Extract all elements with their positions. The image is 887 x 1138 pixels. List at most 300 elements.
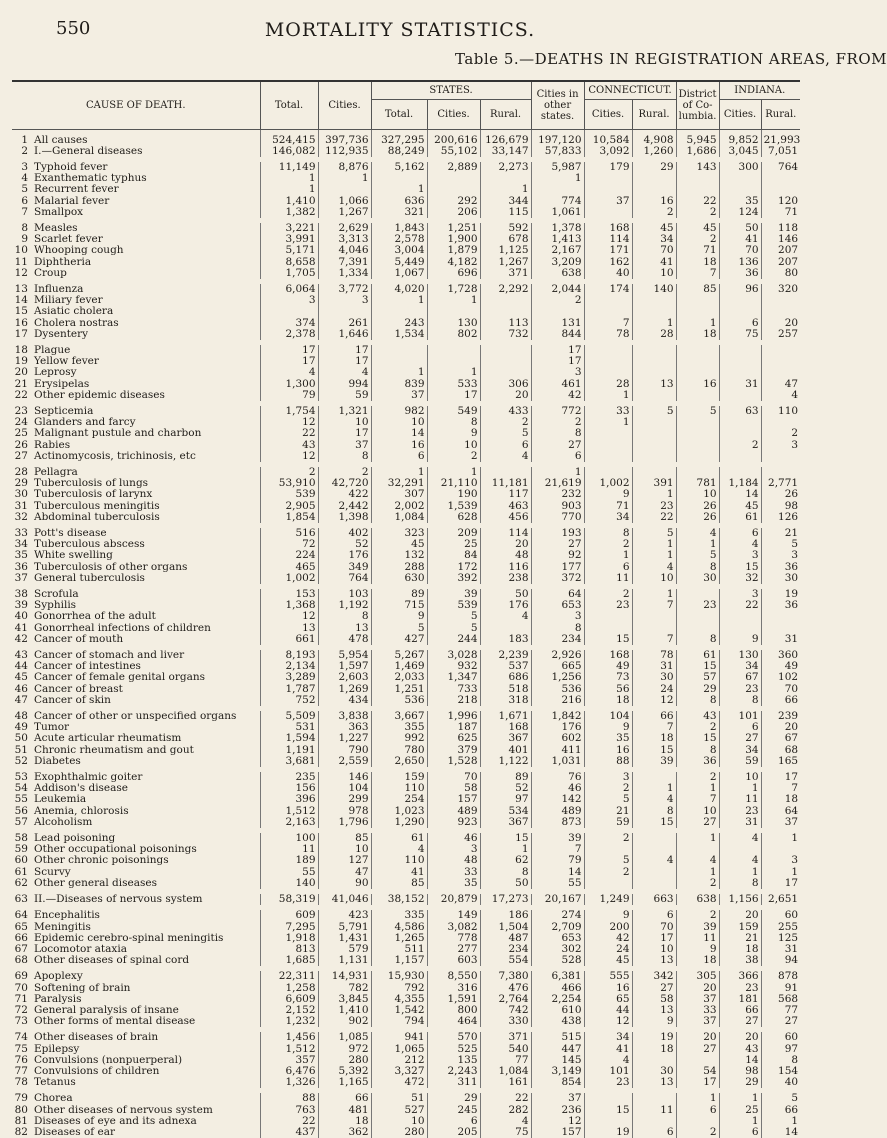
death-count: 20 bbox=[676, 983, 719, 994]
death-count: 61 bbox=[371, 833, 427, 844]
death-count: 6 bbox=[719, 1127, 761, 1138]
death-count: 790 bbox=[318, 745, 371, 756]
death-count: 42 bbox=[584, 933, 632, 944]
running-title: MORTALITY STATISTICS. bbox=[264, 19, 536, 41]
death-count: 1,122 bbox=[480, 756, 531, 767]
death-count: 51 bbox=[371, 1093, 427, 1104]
row-number: 8 bbox=[21, 221, 28, 234]
death-count: 1,410 bbox=[260, 196, 318, 207]
death-count: 100 bbox=[260, 833, 318, 844]
death-count: 27 bbox=[719, 733, 761, 744]
cause-of-death: Cancer of female genital organs bbox=[34, 671, 205, 684]
cause-of-death: Gonorrhea of the adult bbox=[34, 610, 156, 623]
table-row bbox=[12, 207, 800, 218]
row-number: 24 bbox=[14, 416, 28, 429]
death-count: 85 bbox=[318, 833, 371, 844]
table-row bbox=[12, 634, 800, 645]
death-count: 5 bbox=[761, 1093, 800, 1104]
death-count: 89 bbox=[480, 772, 531, 783]
death-count: 71 bbox=[676, 245, 719, 256]
death-count: 5,791 bbox=[318, 922, 371, 933]
death-count: 7 bbox=[676, 268, 719, 279]
row-number: 44 bbox=[14, 660, 28, 673]
death-count: 96 bbox=[719, 284, 761, 295]
death-count: 6,381 bbox=[531, 971, 584, 982]
cause-of-death: Asiatic cholera bbox=[34, 305, 114, 318]
cause-of-death: Paralysis bbox=[34, 992, 82, 1005]
death-count: 653 bbox=[531, 600, 584, 611]
death-count: 1,157 bbox=[371, 955, 427, 966]
cause-of-death: Apoplexy bbox=[34, 970, 83, 983]
death-count: 24 bbox=[632, 684, 676, 695]
row-number: 41 bbox=[14, 621, 28, 634]
death-count: 1,378 bbox=[531, 223, 584, 234]
death-count: 5,509 bbox=[260, 711, 318, 722]
row-number: 49 bbox=[14, 721, 28, 734]
death-count: 16 bbox=[676, 379, 719, 390]
death-count: 2 bbox=[676, 878, 719, 889]
cause-of-death: Tuberculosis of larynx bbox=[34, 488, 153, 501]
cause-of-death: Epilepsy bbox=[34, 1042, 80, 1055]
death-count: 4 bbox=[480, 451, 531, 462]
death-count: 25 bbox=[427, 539, 480, 550]
death-count: 592 bbox=[480, 223, 531, 234]
row-number: 27 bbox=[14, 449, 28, 462]
death-count: 1,192 bbox=[318, 600, 371, 611]
death-count: 2,578 bbox=[371, 234, 427, 245]
death-count: 77 bbox=[761, 1005, 800, 1016]
death-count: 84 bbox=[427, 550, 480, 561]
death-count: 207 bbox=[761, 245, 800, 256]
death-count: 1,528 bbox=[427, 756, 480, 767]
death-count: 157 bbox=[427, 794, 480, 805]
death-count: 392 bbox=[427, 573, 480, 584]
death-count: 6 bbox=[719, 528, 761, 539]
death-count: 423 bbox=[318, 910, 371, 921]
cause-of-death: Other occupational poisonings bbox=[34, 843, 197, 856]
death-count: 274 bbox=[531, 910, 584, 921]
death-count: 57,833 bbox=[531, 146, 584, 157]
death-count: 3,092 bbox=[584, 146, 632, 157]
table-row bbox=[12, 672, 800, 683]
cause-of-death: Diphtheria bbox=[34, 255, 92, 268]
cause-of-death: Whooping cough bbox=[34, 244, 124, 257]
row-number: 30 bbox=[14, 488, 28, 501]
row-number: 80 bbox=[14, 1103, 28, 1116]
death-count: 923 bbox=[427, 817, 480, 828]
death-count: 7,051 bbox=[761, 146, 800, 157]
death-count bbox=[584, 878, 632, 889]
death-count: 8 bbox=[676, 562, 719, 573]
death-count: 10 bbox=[427, 440, 480, 451]
death-count: 1,065 bbox=[371, 1044, 427, 1055]
death-count: 36 bbox=[719, 268, 761, 279]
death-count: 13 bbox=[260, 623, 318, 634]
death-count: 9 bbox=[371, 611, 427, 622]
death-count: 518 bbox=[480, 684, 531, 695]
death-count: 515 bbox=[531, 1032, 584, 1043]
death-count bbox=[632, 440, 676, 451]
death-count: 4,182 bbox=[427, 257, 480, 268]
cause-of-death: Other forms of mental disease bbox=[34, 1015, 196, 1028]
death-count: 94 bbox=[761, 955, 800, 966]
death-count: 3,845 bbox=[318, 994, 371, 1005]
death-count: 2,629 bbox=[318, 223, 371, 234]
row-number: 61 bbox=[14, 865, 28, 878]
death-count: 5 bbox=[632, 528, 676, 539]
death-count: 171 bbox=[584, 245, 632, 256]
death-count: 8 bbox=[676, 634, 719, 645]
table-row bbox=[12, 794, 800, 805]
death-count: 1,705 bbox=[260, 268, 318, 279]
death-count: 1,842 bbox=[531, 711, 584, 722]
death-count: 1 bbox=[719, 1116, 761, 1127]
death-count: 10 bbox=[632, 573, 676, 584]
death-count: 461 bbox=[531, 379, 584, 390]
table-row bbox=[12, 451, 800, 462]
death-count: 2 bbox=[676, 234, 719, 245]
death-count: 4 bbox=[480, 1116, 531, 1127]
table-row bbox=[12, 894, 800, 905]
death-count: 238 bbox=[480, 573, 531, 584]
death-count: 11,149 bbox=[260, 162, 318, 173]
table-row bbox=[12, 910, 800, 921]
death-count: 17 bbox=[676, 1077, 719, 1088]
death-count: 177 bbox=[531, 562, 584, 573]
page-header bbox=[0, 18, 800, 42]
death-count: 1,184 bbox=[719, 478, 761, 489]
death-count: 41 bbox=[371, 867, 427, 878]
death-count: 14 bbox=[719, 1055, 761, 1066]
death-count: 1,084 bbox=[480, 1066, 531, 1077]
header-states-cities: Cities. bbox=[427, 99, 480, 129]
death-count: 15 bbox=[676, 661, 719, 672]
death-count: 2 bbox=[719, 440, 761, 451]
death-count: 15 bbox=[480, 833, 531, 844]
death-count: 35 bbox=[427, 878, 480, 889]
row-number: 4 bbox=[21, 172, 28, 185]
row-number: 57 bbox=[14, 815, 28, 828]
cause-of-death: General paralysis of insane bbox=[34, 1003, 179, 1016]
death-count: 132 bbox=[371, 550, 427, 561]
cause-of-death: Exophthalmic goiter bbox=[34, 771, 143, 784]
death-count bbox=[676, 345, 719, 356]
death-count: 66 bbox=[719, 1005, 761, 1016]
death-count: 8 bbox=[427, 417, 480, 428]
death-count bbox=[761, 306, 800, 317]
death-count: 4 bbox=[632, 562, 676, 573]
death-count bbox=[584, 367, 632, 378]
cause-of-death: Malarial fever bbox=[34, 194, 110, 207]
death-count: 131 bbox=[531, 318, 584, 329]
death-count bbox=[632, 367, 676, 378]
death-count: 130 bbox=[427, 318, 480, 329]
death-count: 323 bbox=[371, 528, 427, 539]
death-count: 18 bbox=[676, 257, 719, 268]
row-number: 38 bbox=[14, 588, 28, 601]
death-count: 778 bbox=[427, 933, 480, 944]
death-count bbox=[584, 207, 632, 218]
death-count: 1 bbox=[632, 783, 676, 794]
table-row bbox=[12, 1093, 800, 1104]
death-count: 33,147 bbox=[480, 146, 531, 157]
death-count: 15 bbox=[584, 1105, 632, 1116]
table-row bbox=[12, 329, 800, 340]
death-count bbox=[676, 356, 719, 367]
death-count bbox=[676, 184, 719, 195]
death-count: 146,082 bbox=[260, 146, 318, 157]
death-count: 5 bbox=[676, 550, 719, 561]
death-count: 245 bbox=[427, 1105, 480, 1116]
death-count: 280 bbox=[371, 1127, 427, 1138]
death-count: 1,900 bbox=[427, 234, 480, 245]
death-count: 330 bbox=[480, 1016, 531, 1027]
death-count: 2,378 bbox=[260, 329, 318, 340]
row-number: 51 bbox=[14, 743, 28, 756]
death-count: 438 bbox=[531, 1016, 584, 1027]
death-count: 79 bbox=[260, 390, 318, 401]
death-count: 1,843 bbox=[371, 223, 427, 234]
death-count: 4 bbox=[719, 539, 761, 550]
death-count: 715 bbox=[371, 600, 427, 611]
death-count: 636 bbox=[371, 196, 427, 207]
death-count: 17 bbox=[632, 933, 676, 944]
death-count: 68 bbox=[761, 745, 800, 756]
death-count: 22 bbox=[676, 196, 719, 207]
death-count: 6 bbox=[584, 562, 632, 573]
death-count: 7 bbox=[761, 783, 800, 794]
death-count bbox=[632, 356, 676, 367]
death-count: 206 bbox=[427, 207, 480, 218]
death-count: 19 bbox=[761, 589, 800, 600]
death-count: 12 bbox=[632, 695, 676, 706]
death-count: 23 bbox=[676, 600, 719, 611]
death-count: 115 bbox=[480, 207, 531, 218]
death-count: 21 bbox=[761, 528, 800, 539]
mortality-table bbox=[12, 80, 800, 1138]
death-count: 58,319 bbox=[260, 894, 318, 905]
death-count: 43 bbox=[676, 711, 719, 722]
death-count: 36 bbox=[761, 600, 800, 611]
cause-of-death: Convulsions (nonpuerperal) bbox=[34, 1053, 183, 1066]
death-count: 6 bbox=[632, 1127, 676, 1138]
death-count bbox=[632, 417, 676, 428]
death-count: 193 bbox=[531, 528, 584, 539]
death-count: 4 bbox=[480, 611, 531, 622]
death-count: 1,067 bbox=[371, 268, 427, 279]
death-count: 8 bbox=[632, 806, 676, 817]
death-count: 1 bbox=[761, 833, 800, 844]
death-count: 1,512 bbox=[260, 1044, 318, 1055]
cause-of-death: Cholera nostras bbox=[34, 316, 119, 329]
death-count bbox=[761, 173, 800, 184]
death-count: 5 bbox=[632, 406, 676, 417]
death-count: 176 bbox=[318, 550, 371, 561]
death-count: 3 bbox=[318, 295, 371, 306]
death-count: 2,254 bbox=[531, 994, 584, 1005]
death-count: 183 bbox=[480, 634, 531, 645]
death-count: 2 bbox=[676, 910, 719, 921]
death-count: 638 bbox=[531, 268, 584, 279]
cause-of-death: Actinomycosis, trichinosis, etc bbox=[34, 449, 196, 462]
death-count: 22 bbox=[719, 600, 761, 611]
death-count: 22 bbox=[632, 512, 676, 523]
death-count: 1 bbox=[371, 367, 427, 378]
cause-of-death: Scurvy bbox=[34, 865, 71, 878]
death-count: 307 bbox=[371, 489, 427, 500]
death-count: 30 bbox=[761, 573, 800, 584]
death-count: 116 bbox=[480, 562, 531, 573]
table-row bbox=[12, 268, 800, 279]
death-count: 2,033 bbox=[371, 672, 427, 683]
row-number: 34 bbox=[14, 538, 28, 551]
death-count: 216 bbox=[531, 695, 584, 706]
table-row bbox=[12, 367, 800, 378]
death-count: 1 bbox=[676, 783, 719, 794]
death-count: 22 bbox=[260, 1116, 318, 1127]
death-count: 437 bbox=[260, 1127, 318, 1138]
death-count: 20 bbox=[719, 1032, 761, 1043]
death-count: 10 bbox=[318, 417, 371, 428]
death-count: 145 bbox=[531, 1055, 584, 1066]
death-count: 15,930 bbox=[371, 971, 427, 982]
death-count: 288 bbox=[371, 562, 427, 573]
cause-of-death: Chronic rheumatism and gout bbox=[34, 743, 194, 756]
death-count: 20 bbox=[480, 539, 531, 550]
death-count: 3,289 bbox=[260, 672, 318, 683]
table-row bbox=[12, 306, 800, 317]
row-number: 66 bbox=[14, 931, 28, 944]
cause-of-death: Convulsions of children bbox=[34, 1064, 160, 1077]
death-count: 28 bbox=[584, 379, 632, 390]
death-count: 7 bbox=[676, 794, 719, 805]
cause-of-death: Cancer of other or unspecified organs bbox=[34, 710, 237, 723]
death-count: 1,368 bbox=[260, 600, 318, 611]
table-row bbox=[12, 1032, 800, 1043]
death-count: 978 bbox=[318, 806, 371, 817]
death-count: 98 bbox=[719, 1066, 761, 1077]
death-count: 35 bbox=[584, 733, 632, 744]
death-count: 234 bbox=[531, 634, 584, 645]
death-count: 3 bbox=[531, 367, 584, 378]
death-count: 625 bbox=[427, 733, 480, 744]
death-count: 366 bbox=[719, 971, 761, 982]
header-indiana: INDIANA. bbox=[719, 81, 800, 99]
death-count: 31 bbox=[761, 634, 800, 645]
row-number: 58 bbox=[14, 832, 28, 845]
death-count: 162 bbox=[584, 257, 632, 268]
death-count: 1,002 bbox=[584, 478, 632, 489]
death-count bbox=[719, 295, 761, 306]
death-count: 780 bbox=[371, 745, 427, 756]
death-count: 26 bbox=[676, 501, 719, 512]
death-count bbox=[676, 440, 719, 451]
death-count: 130 bbox=[719, 650, 761, 661]
death-count: 367 bbox=[480, 733, 531, 744]
death-count bbox=[761, 451, 800, 462]
death-count: 972 bbox=[318, 1044, 371, 1055]
death-count: 17 bbox=[260, 345, 318, 356]
death-count: 16 bbox=[371, 440, 427, 451]
death-count: 4,355 bbox=[371, 994, 427, 1005]
death-count: 18 bbox=[676, 955, 719, 966]
death-count: 205 bbox=[427, 1127, 480, 1138]
death-count: 17 bbox=[318, 356, 371, 367]
death-count: 42 bbox=[531, 390, 584, 401]
death-count: 142 bbox=[531, 794, 584, 805]
death-count: 349 bbox=[318, 562, 371, 573]
row-number: 53 bbox=[14, 771, 28, 784]
row-number: 19 bbox=[14, 355, 28, 368]
row-number: 9 bbox=[21, 233, 28, 246]
table-row bbox=[12, 955, 800, 966]
death-count: 120 bbox=[761, 196, 800, 207]
death-count: 433 bbox=[480, 406, 531, 417]
row-number: 60 bbox=[14, 854, 28, 867]
death-count bbox=[632, 173, 676, 184]
death-count: 1,085 bbox=[318, 1032, 371, 1043]
death-count: 1 bbox=[584, 390, 632, 401]
death-count: 1 bbox=[480, 184, 531, 195]
death-count: 1,267 bbox=[318, 207, 371, 218]
death-count: 50 bbox=[480, 589, 531, 600]
death-count: 5 bbox=[371, 623, 427, 634]
death-count bbox=[531, 306, 584, 317]
death-count: 10 bbox=[632, 268, 676, 279]
death-count: 168 bbox=[584, 650, 632, 661]
death-count: 661 bbox=[260, 634, 318, 645]
death-count: 873 bbox=[531, 817, 584, 828]
cause-of-death: Exanthematic typhus bbox=[34, 172, 147, 185]
death-count: 2,239 bbox=[480, 650, 531, 661]
death-count bbox=[719, 345, 761, 356]
cause-of-death: Leukemia bbox=[34, 793, 87, 806]
death-count: 292 bbox=[427, 196, 480, 207]
death-count: 2 bbox=[531, 295, 584, 306]
death-count: 43 bbox=[260, 440, 318, 451]
death-count: 1,232 bbox=[260, 1016, 318, 1027]
death-count: 752 bbox=[260, 695, 318, 706]
death-count: 118 bbox=[761, 223, 800, 234]
death-count: 1,023 bbox=[371, 806, 427, 817]
death-count: 1,300 bbox=[260, 379, 318, 390]
death-count: 1,256 bbox=[531, 672, 584, 683]
death-count: 35 bbox=[719, 196, 761, 207]
death-count: 70 bbox=[632, 922, 676, 933]
death-count: 8,876 bbox=[318, 162, 371, 173]
death-count: 466 bbox=[531, 983, 584, 994]
death-count bbox=[584, 295, 632, 306]
death-count: 1 bbox=[531, 467, 584, 478]
death-count bbox=[719, 417, 761, 428]
death-count: 37 bbox=[676, 1016, 719, 1027]
death-count: 374 bbox=[260, 318, 318, 329]
death-count: 17,273 bbox=[480, 894, 531, 905]
row-number: 2 bbox=[21, 144, 28, 157]
death-count: 7 bbox=[632, 634, 676, 645]
death-count bbox=[761, 611, 800, 622]
death-count: 9 bbox=[584, 489, 632, 500]
death-count: 2 bbox=[676, 772, 719, 783]
row-number: 6 bbox=[21, 194, 28, 207]
death-count: 2 bbox=[584, 833, 632, 844]
cause-of-death: Encephalitis bbox=[34, 909, 100, 922]
cause-of-death: Influenza bbox=[34, 282, 84, 295]
death-count: 534 bbox=[480, 806, 531, 817]
death-count: 3,082 bbox=[427, 922, 480, 933]
death-count: 102 bbox=[761, 672, 800, 683]
row-number: 76 bbox=[14, 1053, 28, 1066]
